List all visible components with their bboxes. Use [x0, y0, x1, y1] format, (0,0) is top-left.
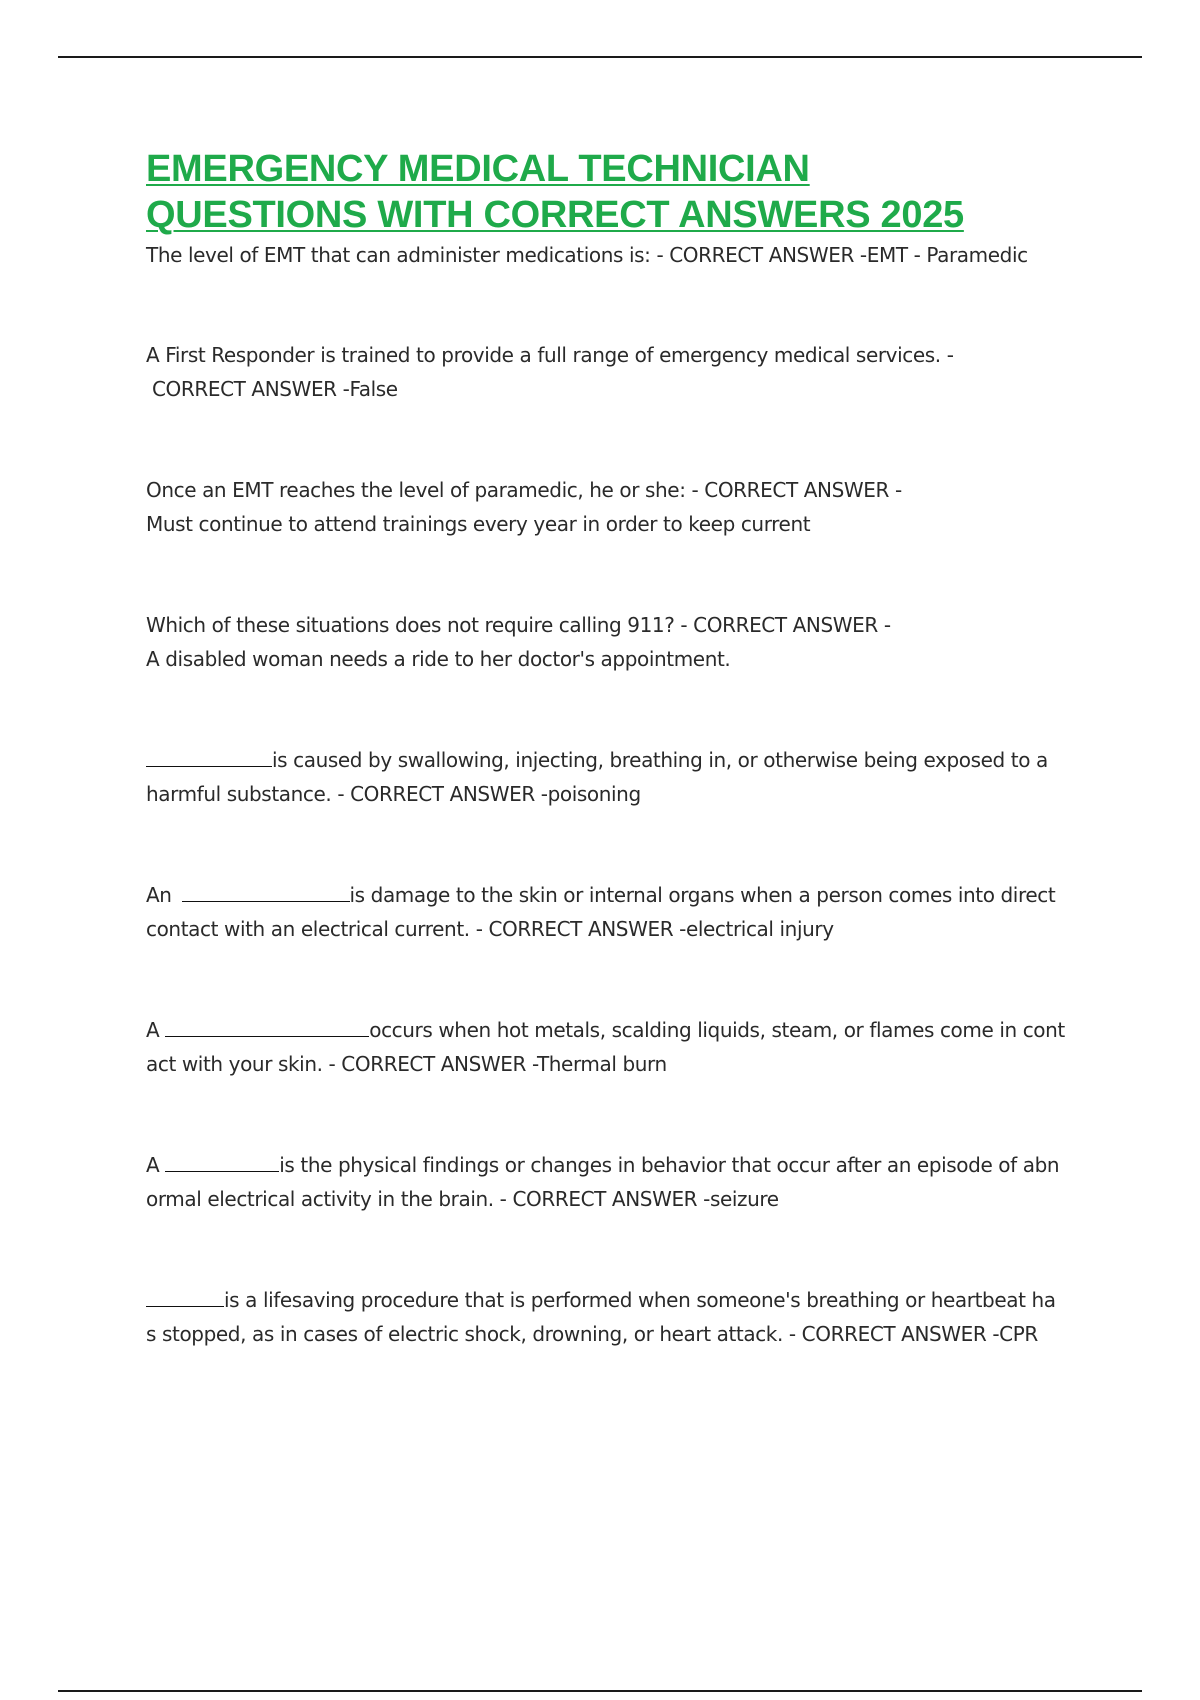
qa-line: s stopped, as in cases of electric shock, drowning, or heart attack. - CORRECT ANSWER -CPR: [146, 1322, 1038, 1346]
qa-line: harmful substance. - CORRECT ANSWER -poisoning: [146, 782, 641, 806]
qa-line: CORRECT ANSWER -False: [146, 377, 398, 401]
qa-line: [146, 1282, 1056, 1317]
fill-in-blank: [146, 742, 272, 767]
qa-line: [146, 1012, 1065, 1047]
qa-text: is caused by swallowing, injecting, breathing in, or otherwise being exposed to a: [272, 748, 1048, 772]
qa-line: [146, 1147, 1059, 1182]
qa-line: The level of EMT that can administer medications is: - CORRECT ANSWER -EMT - Paramedic: [146, 243, 1028, 267]
qa-line: Must continue to attend trainings every year in order to keep current: [146, 512, 811, 536]
qa-line: A First Responder is trained to provide a full range of emergency medical services. -: [146, 343, 954, 367]
qa-prefix: A: [146, 1153, 166, 1177]
qa-item: [146, 1147, 1059, 1216]
qa-line: ormal electrical activity in the brain. - CORRECT ANSWER -seizure: [146, 1187, 779, 1211]
qa-line: contact with an electrical current. - CORRECT ANSWER -electrical injury: [146, 917, 834, 941]
qa-prefix: A: [146, 1018, 166, 1042]
qa-text: is damage to the skin or internal organs when a person comes into direct: [349, 883, 1056, 907]
qa-line: [146, 742, 1048, 777]
qa-item: [146, 877, 1055, 946]
title-line-2: QUESTIONS WITH CORRECT ANSWERS 2025: [146, 194, 964, 236]
document-body: [146, 146, 1086, 1346]
qa-line: Which of these situations does not require calling 911? - CORRECT ANSWER -: [146, 613, 891, 637]
fill-in-blank: [165, 1012, 369, 1037]
qa-line: Once an EMT reaches the level of paramedic, he or she: - CORRECT ANSWER -: [146, 478, 902, 502]
qa-line: [146, 877, 1055, 912]
qa-item: [146, 238, 1086, 272]
qa-line: A disabled woman needs a ride to her doctor's appointment.: [146, 647, 731, 671]
qa-text: occurs when hot metals, scalding liquids, steam, or flames come in cont: [369, 1018, 1065, 1042]
top-rule: [58, 56, 1142, 58]
qa-line: act with your skin. - CORRECT ANSWER -Thermal burn: [146, 1052, 667, 1076]
document-title: [146, 146, 1086, 238]
title-line-1: EMERGENCY MEDICAL TECHNICIAN: [146, 148, 810, 190]
fill-in-blank: [146, 1282, 224, 1307]
qa-item: [146, 338, 954, 406]
qa-prefix: An: [146, 883, 178, 907]
bottom-rule: [58, 1690, 1142, 1692]
qa-text: is a lifesaving procedure that is performed when someone's breathing or heartbeat ha: [224, 1288, 1056, 1312]
qa-item: [146, 1012, 1065, 1081]
fill-in-blank: [165, 1147, 279, 1172]
qa-item: [146, 742, 1048, 811]
qa-item: [146, 1282, 1056, 1351]
qa-text: is the physical findings or changes in behavior that occur after an episode of abn: [279, 1153, 1060, 1177]
qa-item: [146, 473, 902, 541]
qa-item: [146, 608, 891, 676]
fill-in-blank: [182, 877, 350, 902]
